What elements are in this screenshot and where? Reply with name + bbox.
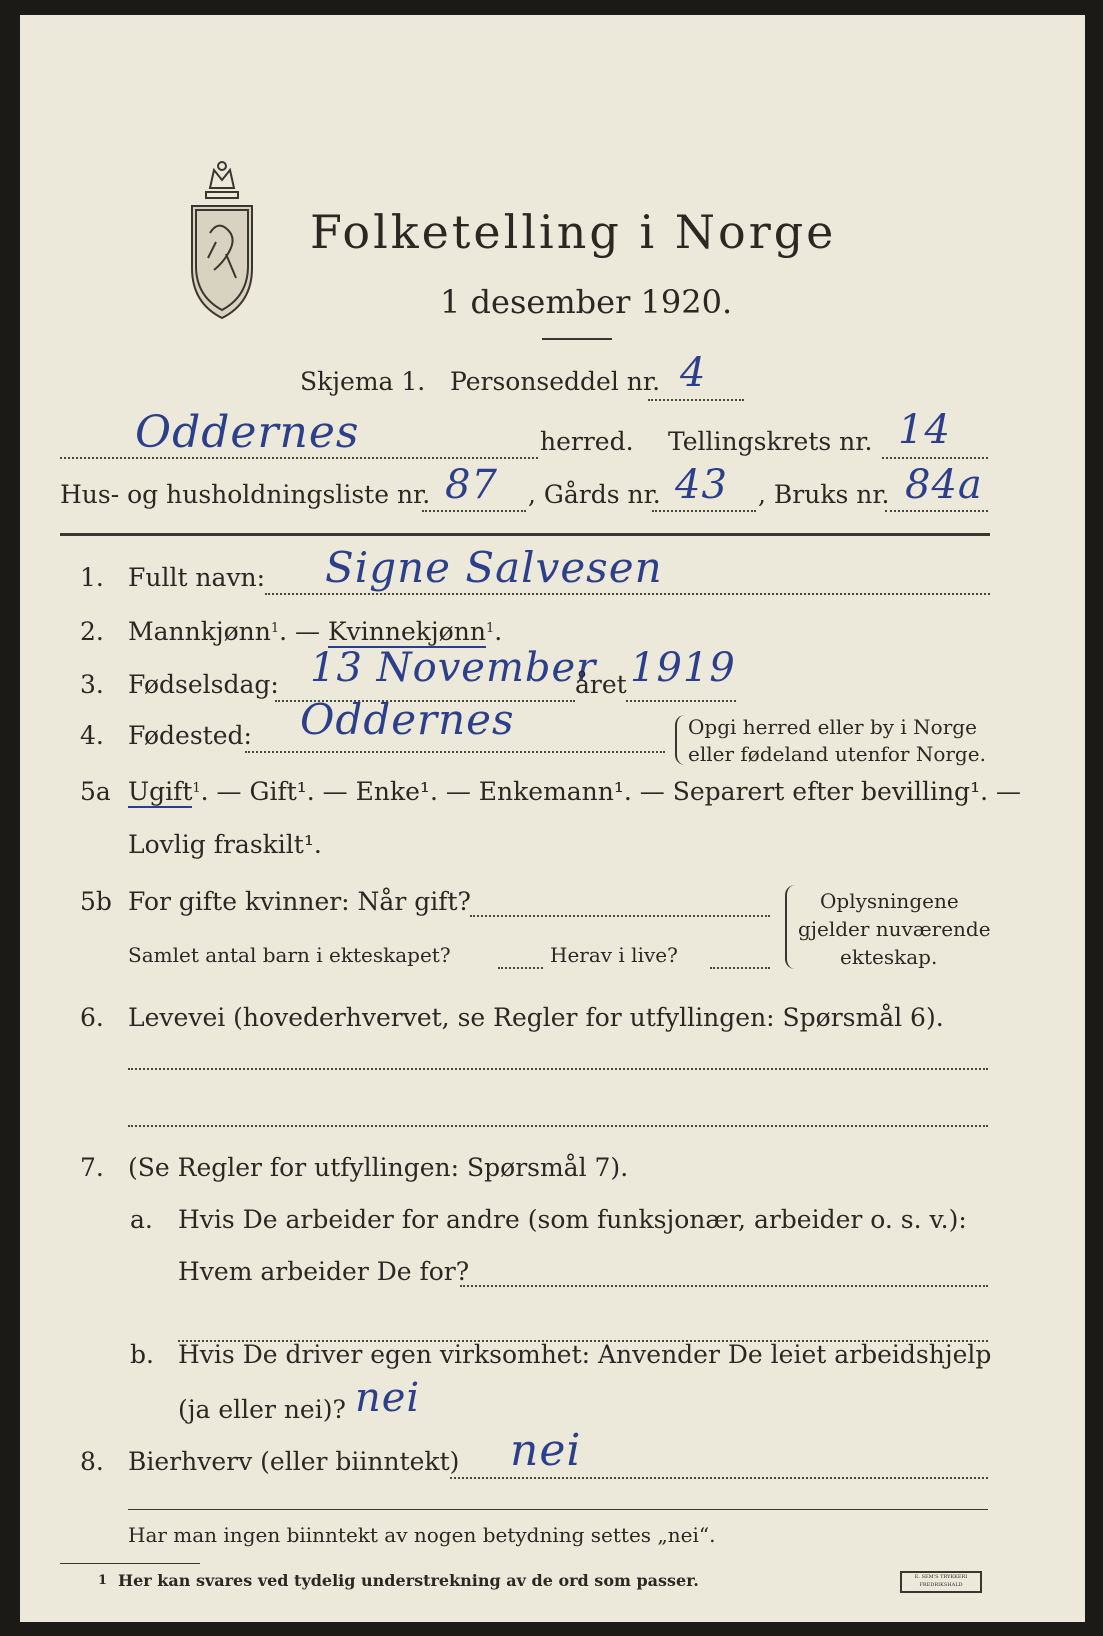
header-rule bbox=[60, 533, 990, 536]
aaret-label: året bbox=[575, 670, 627, 699]
footnote-text: Her kan svares ved tydelig understrekning av de ord som passer. bbox=[118, 1571, 699, 1590]
hus-label: Hus- og husholdningsliste nr. bbox=[60, 480, 431, 509]
birthplace-value[interactable]: Oddernes bbox=[300, 695, 515, 744]
kvinnekjonn-option[interactable]: Kvinnekjønn bbox=[327, 617, 486, 646]
q5b-number: 5b bbox=[80, 887, 112, 916]
q5b-note-brace bbox=[785, 885, 797, 969]
q6-line2[interactable] bbox=[128, 1125, 988, 1127]
q6-number: 6. bbox=[80, 1003, 104, 1032]
q7b-line2: (ja eller nei)? bbox=[178, 1395, 346, 1424]
q4-line bbox=[245, 751, 665, 753]
bruks-line bbox=[885, 510, 988, 512]
q7-number: 7. bbox=[80, 1153, 104, 1182]
q8-line bbox=[450, 1477, 988, 1479]
personseddel-value[interactable]: 4 bbox=[680, 350, 707, 396]
q8-answer-value[interactable]: nei bbox=[510, 1425, 582, 1476]
tellingskrets-line bbox=[882, 457, 988, 459]
footnote-mark: 1 bbox=[98, 1573, 108, 1588]
q8-number: 8. bbox=[80, 1447, 104, 1476]
q5b-line2b: Herav i live? bbox=[550, 943, 678, 967]
q4-label: Fødested: bbox=[128, 721, 252, 750]
bruks-value[interactable]: 84a bbox=[905, 462, 983, 508]
birth-date-value[interactable]: 13 November bbox=[310, 645, 597, 691]
q4-note-line1: Opgi herred eller by i Norge bbox=[688, 715, 977, 739]
q7b-letter: b. bbox=[130, 1340, 154, 1369]
footnote-mark: 1 bbox=[270, 621, 280, 636]
period: . bbox=[494, 617, 503, 646]
q6-line1[interactable] bbox=[128, 1068, 988, 1070]
q5b-married-line bbox=[470, 915, 770, 917]
q1-label: Fullt navn: bbox=[128, 563, 266, 592]
gards-label: , Gårds nr. bbox=[528, 480, 661, 509]
q5a-line2[interactable]: Lovlig fraskilt¹. bbox=[128, 830, 322, 859]
q1-number: 1. bbox=[80, 563, 104, 592]
birth-year-value[interactable]: 1919 bbox=[630, 645, 736, 691]
q5b-note1: Oplysningene bbox=[820, 889, 959, 913]
schema-label: Skjema 1. bbox=[300, 367, 426, 396]
q7a-line2: Hvem arbeider De for? bbox=[178, 1257, 470, 1286]
census-date: 1 desember 1920. bbox=[440, 283, 733, 321]
q8-label: Bierhverv (eller biinntekt) bbox=[128, 1447, 460, 1476]
q4-note-line2: eller fødeland utenfor Norge. bbox=[688, 742, 986, 766]
gards-value[interactable]: 43 bbox=[675, 462, 728, 508]
q7a-letter: a. bbox=[130, 1205, 153, 1234]
q7b-line1: Hvis De driver egen virksomhet: Anvender De leiet arbeidshjelp bbox=[178, 1340, 992, 1369]
personseddel-label: Personseddel nr. bbox=[450, 367, 661, 396]
other-marital-options[interactable]: . — Gift¹. — Enke¹. — Enkemann¹. — Separert efter bevilling¹. — bbox=[200, 777, 1021, 806]
nei-note: Har man ingen biinntekt av nogen betydning settes „nei“. bbox=[128, 1523, 716, 1547]
q1-line bbox=[265, 593, 990, 595]
bottom-rule bbox=[128, 1509, 988, 1510]
q6-label: Levevei (hovederhvervet, se Regler for utfyllingen: Spørsmål 6). bbox=[128, 1003, 944, 1032]
full-name-value[interactable]: Signe Salvesen bbox=[325, 543, 663, 592]
q4-note-brace bbox=[675, 715, 685, 765]
q3-number: 3. bbox=[80, 670, 104, 699]
q5b-note3: ekteskap. bbox=[840, 945, 938, 969]
q7a-answer-line[interactable] bbox=[460, 1285, 988, 1287]
q2-options bbox=[128, 617, 502, 646]
q7b-answer-value[interactable]: nei bbox=[355, 1375, 421, 1421]
hus-value[interactable]: 87 bbox=[445, 462, 498, 508]
q5a-number: 5a bbox=[80, 777, 111, 806]
mannkjonn-option[interactable]: Mannkjønn bbox=[128, 617, 271, 646]
q3-year-line bbox=[626, 700, 736, 702]
gards-line bbox=[652, 510, 756, 512]
herred-value[interactable]: Oddernes bbox=[135, 407, 360, 458]
norwegian-coat-of-arms-icon bbox=[180, 158, 265, 323]
separator: . — bbox=[279, 617, 328, 646]
ugift-option[interactable]: Ugift bbox=[128, 777, 193, 806]
bruks-label: , Bruks nr. bbox=[758, 480, 890, 509]
census-form-sheet bbox=[20, 15, 1085, 1622]
footnote-rule bbox=[60, 1563, 200, 1564]
q5a-options bbox=[128, 777, 1021, 806]
title-divider bbox=[542, 338, 612, 340]
footnote-mark: 1 bbox=[192, 781, 201, 796]
printer-stamp bbox=[900, 1571, 982, 1593]
tellingskrets-label: Tellingskrets nr. bbox=[668, 427, 873, 456]
q5b-note2: gjelder nuværende bbox=[798, 917, 991, 941]
q4-number: 4. bbox=[80, 721, 104, 750]
form-title: Folketelling i Norge bbox=[310, 205, 837, 259]
footnote-mark: 1 bbox=[485, 621, 495, 636]
q7a-line1: Hvis De arbeider for andre (som funksjonær, arbeider o. s. v.): bbox=[178, 1205, 967, 1234]
q5b-children-line bbox=[498, 967, 543, 969]
q5b-line1: For gifte kvinner: Når gift? bbox=[128, 887, 471, 916]
personseddel-line bbox=[648, 399, 744, 401]
q3-label: Fødselsdag: bbox=[128, 670, 279, 699]
q7-label: (Se Regler for utfyllingen: Spørsmål 7). bbox=[128, 1153, 629, 1182]
herred-label: herred. bbox=[540, 427, 634, 456]
printer-text: E. SEM'S TRYKKERI FREDRIKSHALD bbox=[914, 1574, 968, 1588]
hus-line bbox=[422, 510, 526, 512]
q5b-line2a: Samlet antal barn i ekteskapet? bbox=[128, 943, 451, 967]
tellingskrets-value[interactable]: 14 bbox=[898, 407, 951, 453]
q5b-alive-line bbox=[710, 967, 770, 969]
q2-number: 2. bbox=[80, 617, 104, 646]
